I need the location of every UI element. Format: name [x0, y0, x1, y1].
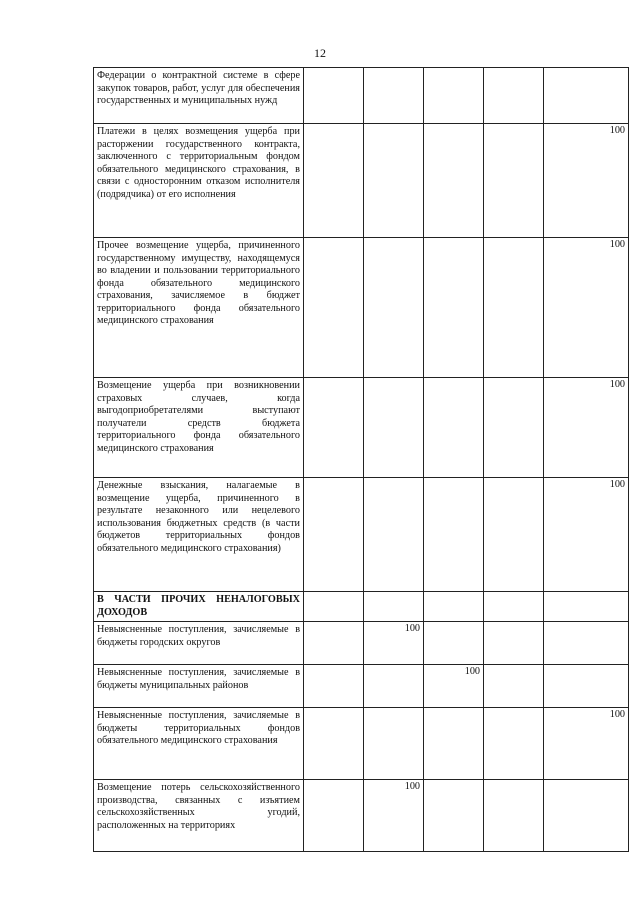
- value-cell: [424, 68, 484, 124]
- value-cell: [304, 622, 364, 665]
- value-cell: 100: [544, 378, 629, 478]
- table-row: [94, 124, 629, 238]
- value-cell: [304, 708, 364, 780]
- page-number: 12: [314, 46, 326, 60]
- section-header-row: [94, 592, 629, 622]
- value-cell: [364, 238, 424, 378]
- value-cell: [484, 478, 544, 592]
- value-cell: [424, 622, 484, 665]
- value-cell: [484, 780, 544, 852]
- value-cell: [304, 238, 364, 378]
- value-cell: [304, 478, 364, 592]
- value-cell: 100: [544, 238, 629, 378]
- value-cell: 100: [544, 124, 629, 238]
- value-cell: 100: [364, 622, 424, 665]
- value-cell: [364, 665, 424, 708]
- value-cell: [424, 592, 484, 622]
- value-cell: [364, 708, 424, 780]
- value-cell: [364, 592, 424, 622]
- table-row: [94, 478, 629, 592]
- value-cell: 100: [544, 708, 629, 780]
- section-title: В ЧАСТИ ПРОЧИХ НЕНАЛОГОВЫХ ДОХОДОВ: [94, 592, 304, 622]
- value-cell: [304, 780, 364, 852]
- row-description: Невыясненные поступления, зачисляемые в бюджеты городских округов: [94, 622, 304, 665]
- value-cell: 100: [364, 780, 424, 852]
- value-cell: [424, 124, 484, 238]
- value-cell: [484, 68, 544, 124]
- value-cell: [484, 665, 544, 708]
- row-description: Федерации о контрактной системе в сфере закупок товаров, работ, услуг для обеспечения государственных и муниципальных нужд: [94, 68, 304, 124]
- value-cell: [544, 665, 629, 708]
- row-description: Денежные взыскания, налагаемые в возмещение ущерба, причиненного в результате незаконного или нецелевого использования бюджетных средств (в части бюджетов территориальных фондов обязательного медицинского страхования): [94, 478, 304, 592]
- value-cell: [304, 124, 364, 238]
- table-row: [94, 708, 629, 780]
- value-cell: [484, 708, 544, 780]
- value-cell: 100: [544, 478, 629, 592]
- value-cell: [304, 378, 364, 478]
- value-cell: [304, 592, 364, 622]
- value-cell: [424, 238, 484, 378]
- row-description: Невыясненные поступления, зачисляемые в бюджеты муниципальных районов: [94, 665, 304, 708]
- value-cell: [304, 68, 364, 124]
- row-description: Платежи в целях возмещения ущерба при расторжении государственного контракта, заключенного с территориальным фондом обязательного медицинского страхования, в связи с односторонним отказом исполнителя (подрядчика) от его исполнения: [94, 124, 304, 238]
- table-row: [94, 238, 629, 378]
- row-description: Прочее возмещение ущерба, причиненного государственному имуществу, находящемуся во владении и пользовании территориального фонда обязательного медицинского страхования, зачисляемое в бюджет территориального фонда обязательного медицинского страхования: [94, 238, 304, 378]
- value-cell: 100: [424, 665, 484, 708]
- value-cell: [544, 68, 629, 124]
- value-cell: [484, 238, 544, 378]
- value-cell: [424, 378, 484, 478]
- value-cell: [364, 124, 424, 238]
- value-cell: [364, 378, 424, 478]
- value-cell: [484, 124, 544, 238]
- value-cell: [424, 708, 484, 780]
- table-row: [94, 622, 629, 665]
- value-cell: [424, 780, 484, 852]
- table-row: [94, 780, 629, 852]
- table-row: [94, 378, 629, 478]
- table-row: [94, 68, 629, 124]
- row-description: Возмещение потерь сельскохозяйственного производства, связанных с изъятием сельскохозяйственных угодий, расположенных на территориях: [94, 780, 304, 852]
- row-description: Возмещение ущерба при возникновении страховых случаев, когда выгодоприобретателями выступают получатели средств бюджета территориального фонда обязательного медицинского страхования: [94, 378, 304, 478]
- value-cell: [544, 622, 629, 665]
- value-cell: [304, 665, 364, 708]
- value-cell: [544, 780, 629, 852]
- value-cell: [424, 478, 484, 592]
- value-cell: [484, 592, 544, 622]
- distribution-table: [93, 67, 629, 852]
- value-cell: [364, 68, 424, 124]
- value-cell: [544, 592, 629, 622]
- row-description: Невыясненные поступления, зачисляемые в бюджеты территориальных фондов обязательного медицинского страхования: [94, 708, 304, 780]
- table-row: [94, 665, 629, 708]
- value-cell: [484, 622, 544, 665]
- value-cell: [364, 478, 424, 592]
- value-cell: [484, 378, 544, 478]
